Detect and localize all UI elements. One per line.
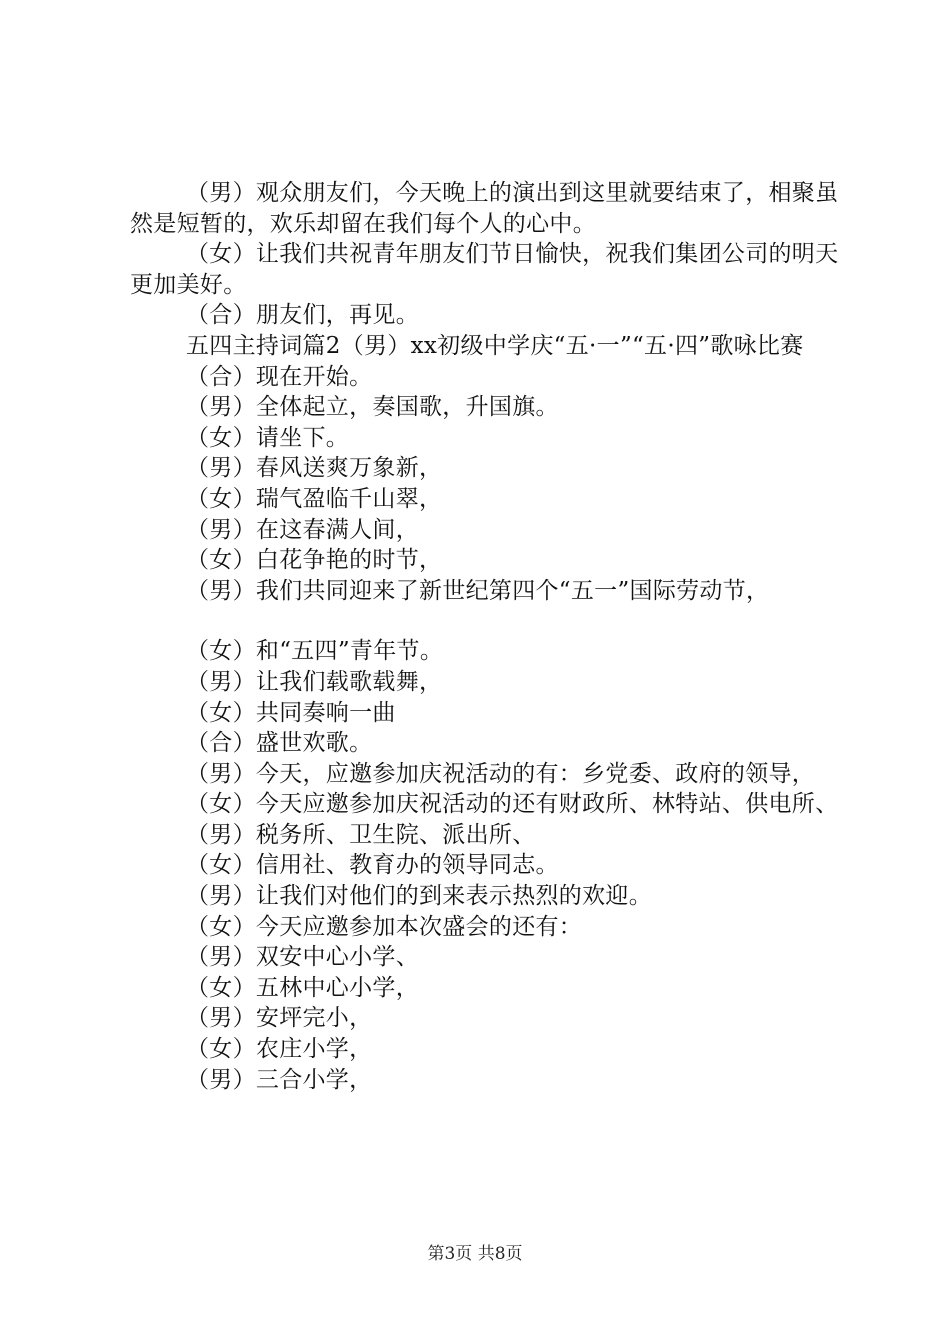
paragraph: （男）税务所、卫生院、派出所、 bbox=[186, 821, 536, 848]
paragraph: （男）春风送爽万象新， bbox=[186, 455, 443, 482]
paragraph: （男）在这春满人间， bbox=[186, 516, 419, 543]
paragraph: （合）朋友们，再见。 bbox=[186, 302, 419, 329]
paragraph: （男）今天，应邀参加庆祝活动的有：乡党委、政府的领导， bbox=[186, 760, 816, 787]
paragraph: （男）观众朋友们，今天晚上的演出到这里就要结束了，相聚虽然是短暂的，欢乐却留在我们每个人的心中。 bbox=[130, 180, 839, 237]
paragraph: （男）三合小学， bbox=[186, 1066, 373, 1093]
paragraph: （男）让我们载歌载舞， bbox=[186, 668, 443, 695]
paragraph: （女）信用社、教育办的领导同志。 bbox=[186, 852, 559, 879]
paragraph: （男）双安中心小学、 bbox=[186, 944, 419, 971]
paragraph: （女）瑞气盈临千山翠， bbox=[186, 485, 443, 512]
paragraph: （男）让我们对他们的到来表示热烈的欢迎。 bbox=[186, 883, 652, 910]
paragraph: （女）今天应邀参加庆祝活动的还有财政所、林特站、供电所、 bbox=[186, 791, 839, 818]
paragraph: （合）盛世欢歌。 bbox=[186, 730, 373, 757]
paragraph: （女）请坐下。 bbox=[186, 424, 350, 451]
paragraph: （男）全体起立，奏国歌，升国旗。 bbox=[186, 394, 559, 421]
paragraph: （女）白花争艳的时节， bbox=[186, 547, 443, 574]
section-heading-paragraph: 五四主持词篇2（男）xx初级中学庆“五·一”“五·四”歌咏比赛 bbox=[186, 332, 804, 359]
paragraph: （女）让我们共祝青年朋友们节日愉快，祝我们集团公司的明天更加美好。 bbox=[130, 241, 839, 298]
paragraph: （女）和“五四”青年节。 bbox=[186, 638, 444, 665]
paragraph: （女）农庄小学， bbox=[186, 1036, 373, 1063]
paragraph: （男）我们共同迎来了新世纪第四个“五一”国际劳动节， bbox=[186, 577, 770, 604]
paragraph: （女）五林中心小学， bbox=[186, 974, 419, 1001]
paragraph: （合）现在开始。 bbox=[186, 363, 373, 390]
document-body bbox=[130, 178, 840, 1095]
paragraph: （女）今天应邀参加本次盛会的还有： bbox=[186, 913, 583, 940]
paragraph: （男）安坪完小， bbox=[186, 1005, 373, 1032]
paragraph: （女）共同奏响一曲 bbox=[186, 699, 396, 726]
page-number-footer: 第3页 共8页 bbox=[427, 1244, 523, 1264]
